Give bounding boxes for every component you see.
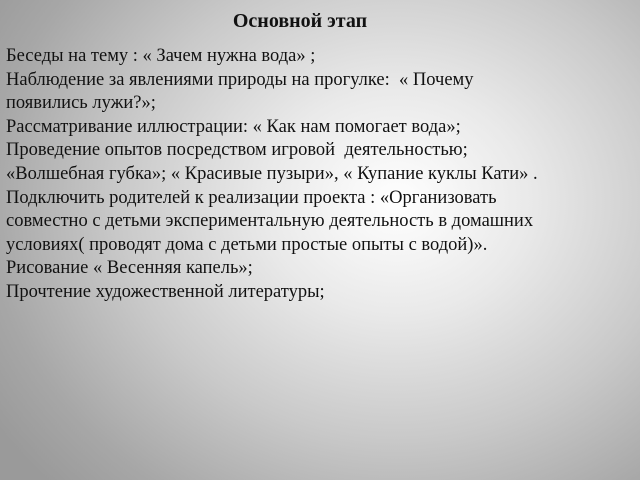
body-line-5: Проведение опытов посредством игровой деятельностью; [6,140,468,161]
body-line-1: Беседы на тему : « Зачем нужна вода» ; [6,46,316,66]
body-line-8: совместно с детьми экспериментальную деятельность в домашних [6,211,534,232]
body-line-9: условиях( проводят дома с детьми простые опыты с водой)». [6,234,488,255]
body-line-4: Рассматривание иллюстрации: « Как нам помогает вода»; [6,116,461,137]
body-line-2: Наблюдение за явлениями природы на прогулке: « Почему [6,69,474,90]
body-line-7: Подключить родителей к реализации проекта : «Организовать [6,187,497,208]
slide-body [6,45,632,305]
body-line-11: Прочтение художественной литературы; [6,281,325,302]
slide-title: Основной этап [232,10,368,32]
body-line-3: появились лужи?»; [6,93,156,114]
body-line-6: «Волшебная губка»; « Красивые пузыри», « Купание куклы Кати» . [6,163,538,184]
body-line-10: Рисование « Весенняя капель»; [6,258,253,279]
